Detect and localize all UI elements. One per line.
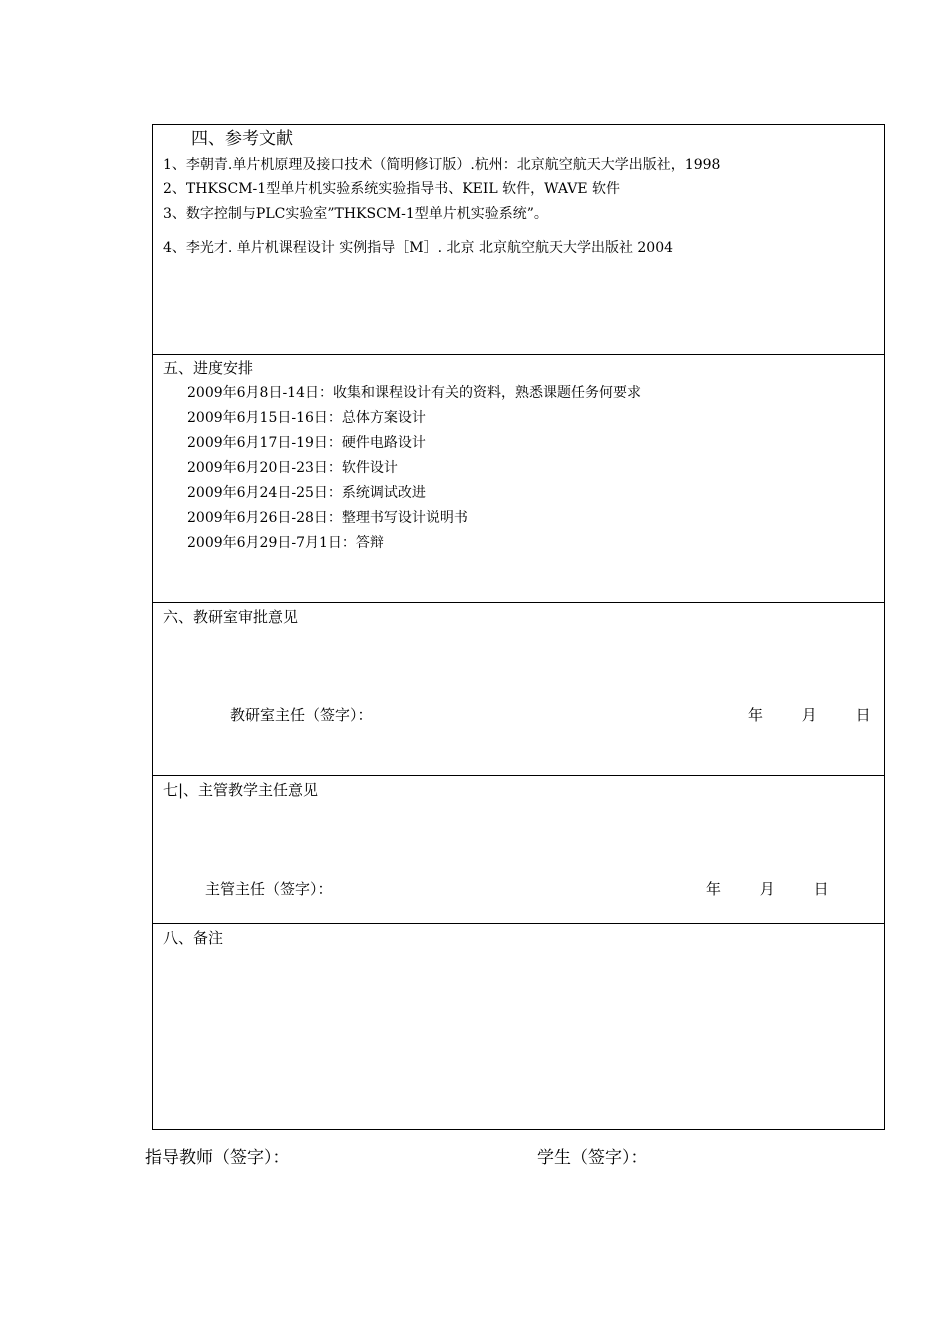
director-signature-label: 主管主任（签字）：: [205, 880, 333, 898]
review-date-year: 年: [748, 706, 764, 724]
reference-item-3: 3、数字控制与PLC实验室”THKSCM-1型单片机实验系统”。: [163, 206, 548, 222]
schedule-item-6: 2009年6月26日-28日：整理书写设计说明书: [187, 510, 468, 526]
schedule-title: 五、进度安排: [163, 359, 254, 377]
reference-item-4: 4、李光才. 单片机课程设计 实例指导［M］. 北京 北京航空航天大学出版社 2004: [163, 240, 674, 256]
notes-section: [153, 923, 884, 1129]
schedule-item-2: 2009年6月15日-16日：总体方案设计: [187, 410, 426, 426]
review-section: [153, 602, 884, 775]
schedule-item-4: 2009年6月20日-23日：软件设计: [187, 460, 398, 476]
task-form-table: [152, 124, 885, 1130]
reference-item-1: 1、李朝青.单片机原理及接口技术（简明修订版）.杭州：北京航空航天大学出版社，1998: [163, 157, 721, 173]
review-date-month: 月: [801, 706, 817, 724]
director-date-month: 月: [759, 880, 775, 898]
review-title: 六、教研室审批意见: [163, 608, 299, 626]
director-date-day: 日: [813, 880, 829, 898]
schedule-item-7: 2009年6月29日-7月1日：答辩: [187, 535, 384, 551]
references-section: [153, 125, 884, 354]
director-date: [706, 879, 829, 899]
advisor-signature-label: 指导教师（签字）：: [145, 1148, 290, 1168]
director-title: 七|、主管教学主任意见: [163, 781, 319, 799]
review-signature-label: 教研室主任（签字）：: [230, 706, 373, 724]
student-signature-label: 学生（签字）：: [537, 1148, 648, 1168]
review-date-day: 日: [855, 706, 871, 724]
schedule-item-3: 2009年6月17日-19日：硬件电路设计: [187, 435, 426, 451]
schedule-item-1: 2009年6月8日-14日：收集和课程设计有关的资料，熟悉课题任务何要求: [187, 385, 641, 401]
references-title: 四、参考文献: [191, 129, 293, 149]
director-date-year: 年: [706, 880, 722, 898]
schedule-item-5: 2009年6月24日-25日：系统调试改进: [187, 485, 426, 501]
reference-item-2: 2、THKSCM-1型单片机实验系统实验指导书、KEIL 软件，WAVE 软件: [163, 181, 621, 197]
notes-title: 八、备注: [163, 929, 224, 947]
schedule-section: [153, 354, 884, 602]
director-section: [153, 775, 884, 923]
review-date: [748, 705, 871, 725]
